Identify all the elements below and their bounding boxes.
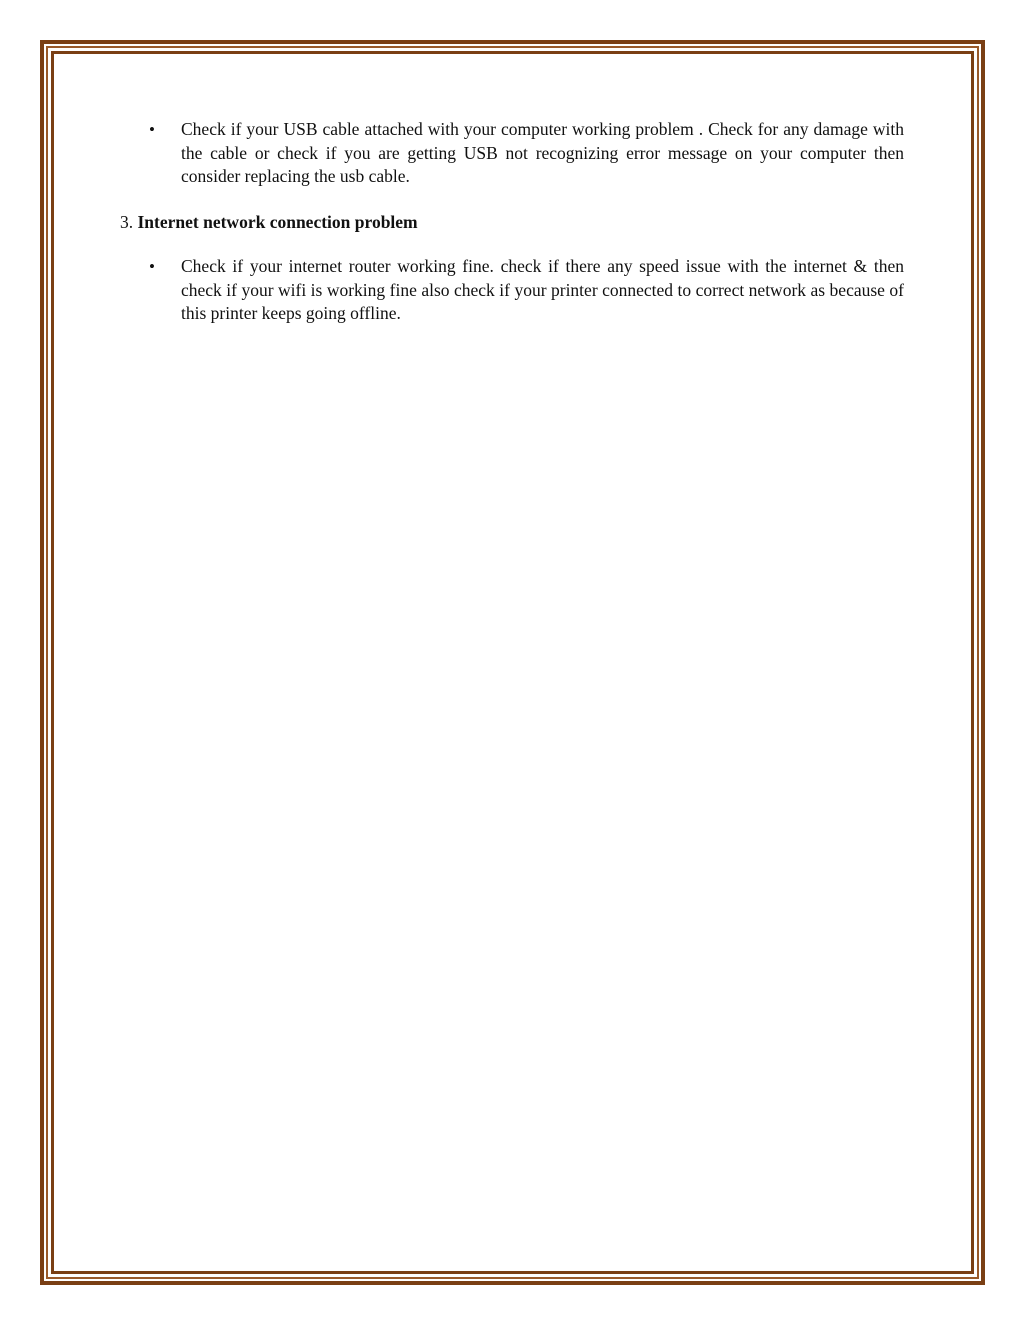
- list-item: [120, 255, 904, 326]
- list-item: [120, 118, 904, 189]
- bullet-icon: •: [149, 257, 155, 276]
- usb-cable-text: Check if your USB cable attached with your computer working problem . Check for any damage with the cable or check if you are getting USB not recognizing error message on your computer then consider replacing the usb cable.: [181, 119, 904, 186]
- section-number: 3.: [120, 211, 134, 232]
- internet-connection-text: Check if your internet router working fine. check if there any speed issue with the internet & then check if your wifi is working fine also check if your printer connected to correct network as because of this printer keeps going offline.: [181, 256, 904, 323]
- bullet-icon: •: [149, 120, 155, 139]
- internet-bullet-list: [120, 255, 904, 326]
- usb-bullet-list: [120, 118, 904, 189]
- document-body: [120, 118, 904, 326]
- section-heading: [120, 211, 904, 235]
- section-title: Internet network connection problem: [137, 211, 418, 232]
